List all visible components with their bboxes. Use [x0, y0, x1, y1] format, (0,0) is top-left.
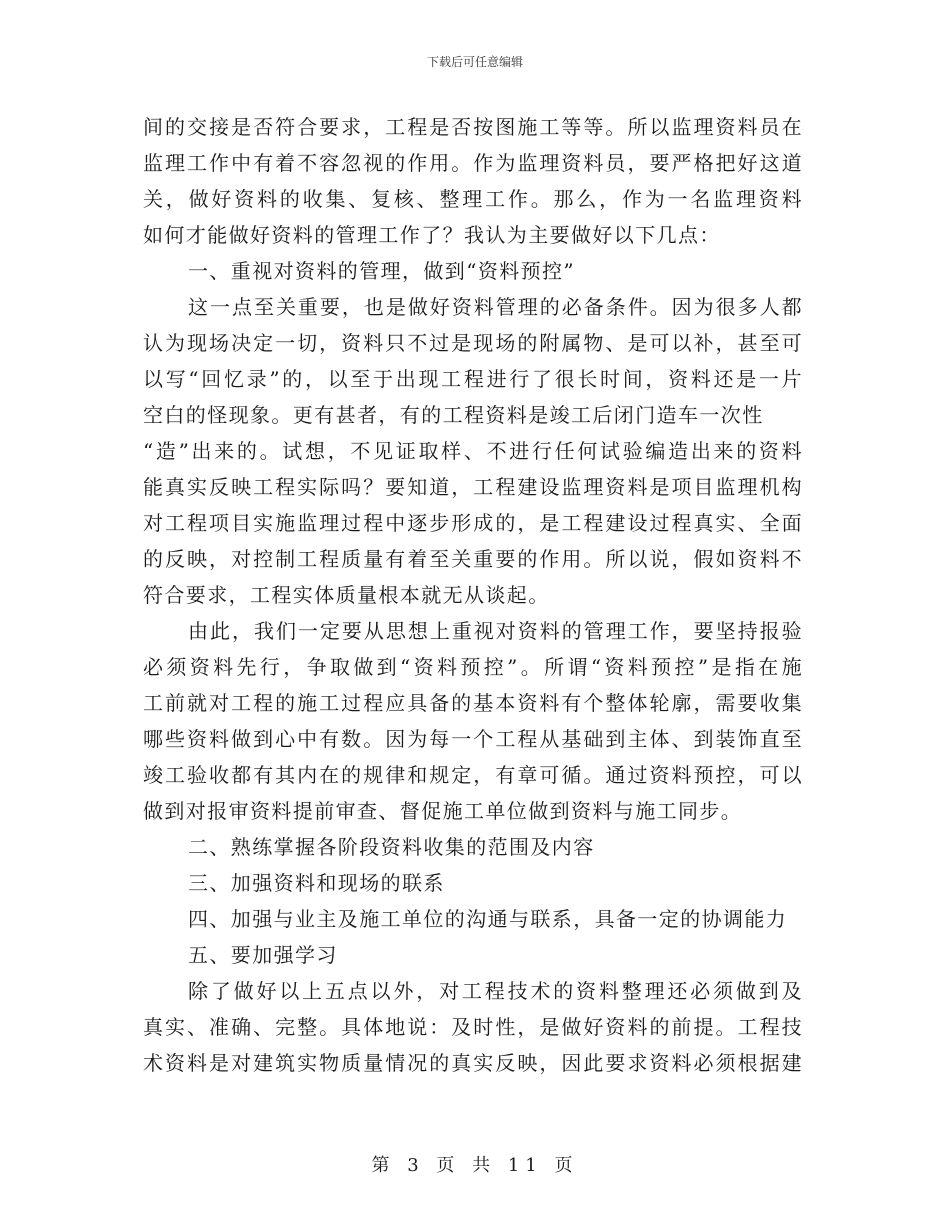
section-heading-5: 五、要加强学习 — [188, 943, 338, 967]
text-line: 真实、准确、完整。具体地说：及时性，是做好资料的前提。工程技 — [143, 1015, 803, 1039]
text-line: 必须资料先行，争取做到“资料预控”。所谓“资料预控”是指在施 — [143, 655, 803, 679]
page-number-footer: 第 3 页 共 11 页 — [371, 1155, 579, 1176]
text-line: 术资料是对建筑实物质量情况的真实反映，因此要求资料必须根据建 — [143, 1051, 803, 1075]
text-line: 由此，我们一定要从思想上重视对资料的管理工作，要坚持报验 — [188, 619, 803, 643]
text-line: 竣工验收都有其内在的规律和规定，有章可循。通过资料预控，可以 — [143, 763, 803, 787]
text-line: 的反映，对控制工程质量有着至关重要的作用。所以说，假如资料不 — [143, 547, 803, 571]
text-line: 空白的怪现象。更有甚者，有的工程资料是竣工后闭门造车一次性 — [143, 403, 764, 427]
text-line: 能真实反映工程实际吗？要知道，工程建设监理资料是项目监理机构 — [143, 475, 803, 499]
section-heading-4: 四、加强与业主及施工单位的沟通与联系，具备一定的协调能力 — [188, 907, 788, 931]
section-heading-3: 三、加强资料和现场的联系 — [188, 871, 445, 895]
text-line: 工前就对工程的施工过程应具备的基本资料有个整体轮廓，需要收集 — [143, 691, 803, 715]
page-header: 下载后可任意编辑 — [426, 55, 523, 69]
text-line: 关，做好资料的收集、复核、整理工作。那么，作为一名监理资料 — [143, 187, 803, 211]
text-line: 符合要求，工程实体质量根本就无从谈起。 — [143, 583, 550, 607]
text-line: 以写“回忆录”的，以至于出现工程进行了很长时间，资料还是一片 — [143, 367, 803, 391]
text-line: 间的交接是否符合要求，工程是否按图施工等等。所以监理资料员在 — [143, 115, 803, 139]
text-line: 这一点至关重要，也是做好资料管理的必备条件。因为很多人都 — [188, 295, 803, 319]
text-line: 监理工作中有着不容忽视的作用。作为监理资料员，要严格把好这道 — [143, 151, 803, 175]
text-line: 做到对报审资料提前审查、督促施工单位做到资料与施工同步。 — [143, 799, 743, 823]
section-heading-2: 二、熟练掌握各阶段资料收集的范围及内容 — [188, 835, 595, 859]
body-text — [143, 109, 803, 1081]
text-line: 哪些资料做到心中有数。因为每一个工程从基础到主体、到装饰直至 — [143, 727, 803, 751]
section-heading-1: 一、重视对资料的管理，做到“资料预控” — [188, 259, 576, 283]
text-line: “造”出来的。试想，不见证取样、不进行任何试验编造出来的资料 — [143, 439, 803, 463]
text-line: 除了做好以上五点以外，对工程技术的资料整理还必须做到及 — [188, 979, 803, 1003]
text-line: 如何才能做好资料的管理工作了？我认为主要做好以下几点： — [143, 223, 721, 247]
text-line: 对工程项目实施监理过程中逐步形成的，是工程建设过程真实、全面 — [143, 511, 803, 535]
text-line: 认为现场决定一切，资料只不过是现场的附属物、是可以补，甚至可 — [143, 331, 803, 355]
